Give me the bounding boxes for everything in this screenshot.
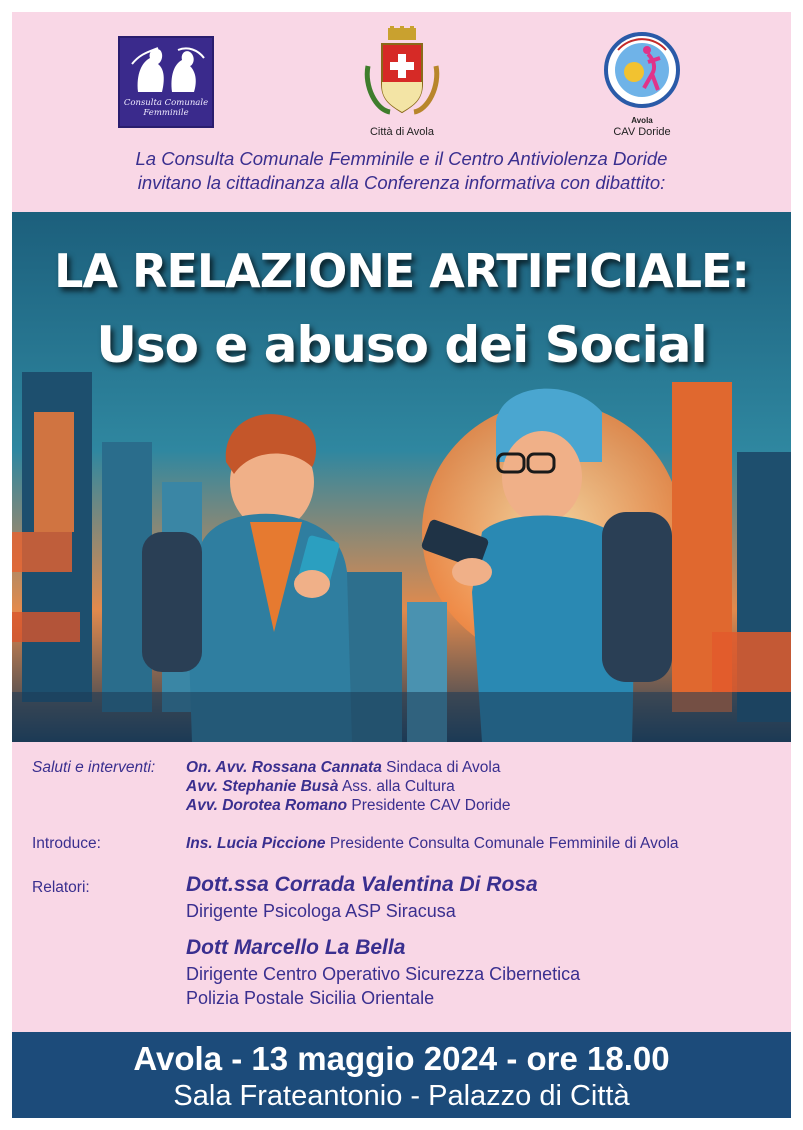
cav-logo: [602, 30, 682, 140]
saluti-person-1: On. Avv. Rossana Cannata Sindaca di Avola: [186, 759, 501, 776]
cav-logo-town: Avola: [631, 116, 653, 125]
women-silhouette-icon: [128, 44, 206, 94]
speaker-1-name: Dott.ssa Corrada Valentina Di Rosa: [186, 873, 538, 896]
coat-of-arms-icon: [362, 26, 442, 124]
saluti-label: Saluti e interventi:: [32, 759, 156, 776]
introduce-label: Introduce:: [32, 835, 101, 852]
event-date-time: Avola - 13 maggio 2024 - ore 18.00: [133, 1040, 670, 1077]
invitation-line-1: La Consulta Comunale Femminile e il Centro Antiviolenza Doride: [135, 148, 668, 169]
saluti-person-3: Avv. Dorotea Romano Presidente CAV Doride: [186, 797, 511, 814]
speaker-2-role-line-2: Polizia Postale Sicilia Orientale: [186, 988, 435, 1008]
consulta-logo: [118, 36, 214, 128]
speaker-2-name: Dott Marcello La Bella: [186, 936, 406, 959]
cav-caption: CAV Doride: [613, 126, 671, 138]
conference-subtitle: Uso e abuso dei Social: [96, 316, 707, 374]
city-caption: Città di Avola: [369, 126, 434, 138]
conference-title: LA RELAZIONE ARTIFICIALE:: [54, 244, 749, 298]
introduce-person: Ins. Lucia Piccione Presidente Consulta Comunale Femminile di Avola: [186, 835, 679, 852]
speaker-1-role: Dirigente Psicologa ASP Siracusa: [186, 901, 456, 921]
saluti-person-2: Avv. Stephanie Busà Ass. alla Cultura: [186, 778, 455, 795]
event-venue: Sala Frateantonio - Palazzo di Città: [173, 1080, 630, 1112]
event-date-band: [12, 1032, 791, 1118]
cav-emblem-icon: [602, 30, 682, 116]
invitation-text: [12, 147, 791, 195]
invitation-line-2: invitano la cittadinanza alla Conferenza informativa con dibattito:: [137, 172, 666, 193]
event-banner: [12, 212, 791, 742]
relatori-label: Relatori:: [32, 879, 90, 896]
consulta-logo-caption: Consulta Comunale Femminile: [123, 98, 209, 118]
city-crest: [362, 26, 442, 136]
speaker-2-role-line-1: Dirigente Centro Operativo Sicurezza Cibernetica: [186, 964, 581, 984]
poster: [12, 12, 791, 1118]
header-logos: [12, 12, 791, 142]
